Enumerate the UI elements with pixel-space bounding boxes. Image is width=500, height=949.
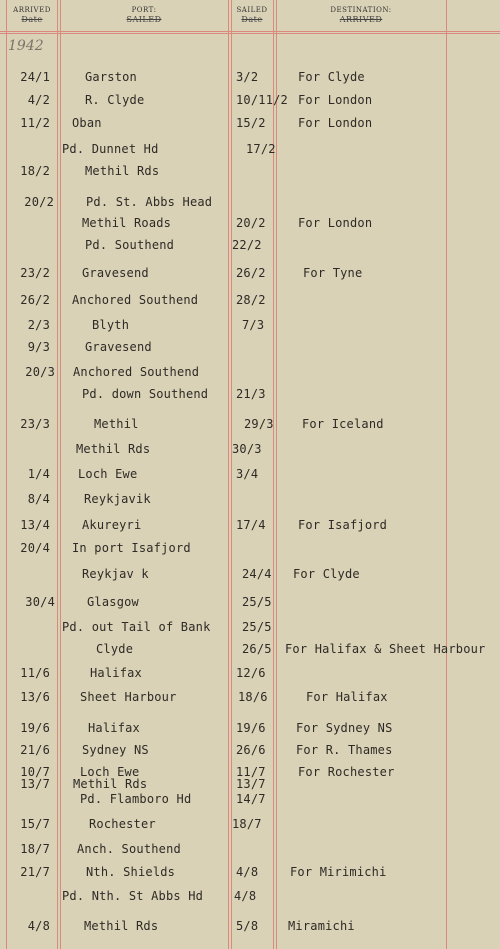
arrived-date: 23/2	[20, 266, 50, 280]
port-name: In port Isafjord	[72, 541, 191, 555]
arrived-date: 15/7	[20, 817, 50, 831]
port-name: Pd. Dunnet Hd	[62, 142, 159, 156]
port-name: Loch Ewe	[78, 467, 138, 481]
sailed-date: 28/2	[236, 293, 266, 307]
destination: For London	[298, 93, 373, 107]
sailed-date: 10/11/2	[236, 93, 288, 107]
sailed-date: 5/8	[236, 919, 259, 933]
port-name: Halifax	[88, 721, 140, 735]
sailed-date: 18/7	[232, 817, 262, 831]
sailed-date: 26/5	[242, 642, 272, 656]
arrived-date: 24/1	[20, 70, 50, 84]
destination: For London	[298, 116, 373, 130]
sailed-date: 7/3	[242, 318, 265, 332]
port-name: Methil Rds	[85, 164, 160, 178]
destination: For London	[298, 216, 373, 230]
header-sailed-label: SAILED	[236, 6, 268, 14]
arrived-date: 20/3	[25, 365, 55, 379]
port-name: Pd. Nth. St Abbs Hd	[62, 889, 204, 903]
arrived-date: 23/3	[20, 417, 50, 431]
header-destination-label: DESTINATION:	[330, 6, 392, 14]
sailed-date: 15/2	[236, 116, 266, 130]
port-name: Methil Rds	[76, 442, 151, 456]
destination: For Isafjord	[298, 518, 388, 532]
header-rule	[0, 31, 500, 32]
sailed-date: 13/7	[236, 777, 266, 791]
port-name: Akureyri	[82, 518, 142, 532]
port-name: Reykjavik	[84, 492, 151, 506]
port-name: Gravesend	[85, 340, 152, 354]
header-arrived-label: ARRIVED	[13, 6, 51, 14]
arrived-date: 4/8	[27, 919, 50, 933]
sailed-date: 12/6	[236, 666, 266, 680]
arrived-date: 11/2	[20, 116, 50, 130]
column-divider	[60, 0, 61, 949]
header-sailed-sub: Date	[241, 15, 263, 24]
port-name: Pd. Flamboro Hd	[80, 792, 192, 806]
sailed-date: 26/6	[236, 743, 266, 757]
port-name: Loch Ewe	[80, 765, 140, 779]
sailed-date: 29/3	[244, 417, 274, 431]
destination: For Clyde	[293, 567, 360, 581]
arrived-date: 18/2	[20, 164, 50, 178]
port-name: Methil	[94, 417, 139, 431]
sailed-date: 22/2	[232, 238, 262, 252]
header-port	[61, 6, 227, 24]
arrived-date: 19/6	[20, 721, 50, 735]
arrived-date: 4/2	[27, 93, 50, 107]
column-divider	[276, 0, 277, 949]
port-name: Pd. Southend	[85, 238, 175, 252]
destination: For R. Thames	[296, 743, 393, 757]
header-destination-sub: ARRIVED	[339, 15, 383, 24]
sailed-date: 17/4	[236, 518, 266, 532]
port-name: Anch. Southend	[77, 842, 181, 856]
port-name: Sheet Harbour	[80, 690, 177, 704]
sailed-date: 3/4	[236, 467, 259, 481]
destination: Miramichi	[288, 919, 355, 933]
sailed-date: 20/2	[236, 216, 266, 230]
arrived-date: 13/6	[20, 690, 50, 704]
header-rule	[0, 33, 500, 34]
arrived-date: 13/4	[20, 518, 50, 532]
destination: For Rochester	[298, 765, 395, 779]
port-name: Methil Rds	[84, 919, 159, 933]
port-name: R. Clyde	[85, 93, 145, 107]
sailed-date: 25/5	[242, 595, 272, 609]
arrived-date: 26/2	[20, 293, 50, 307]
sailed-date: 21/3	[236, 387, 266, 401]
sailed-date: 25/5	[242, 620, 272, 634]
port-name: Rochester	[89, 817, 156, 831]
destination: For Clyde	[298, 70, 365, 84]
port-name: Glasgow	[87, 595, 139, 609]
port-name: Halifax	[90, 666, 142, 680]
arrived-date: 30/4	[25, 595, 55, 609]
header-arrived-sub: Date	[21, 15, 43, 24]
column-divider	[57, 0, 58, 949]
header-destination	[277, 6, 445, 24]
sailed-date: 4/8	[234, 889, 257, 903]
header-sailed	[232, 6, 272, 24]
sailed-date: 3/2	[236, 70, 259, 84]
arrived-date: 9/3	[27, 340, 50, 354]
arrived-date: 2/3	[27, 318, 50, 332]
destination: For Halifax & Sheet Harbour	[285, 642, 486, 656]
arrived-date: 13/7	[20, 777, 50, 791]
sailed-date: 19/6	[236, 721, 266, 735]
arrived-date: 20/4	[20, 541, 50, 555]
sailed-date: 14/7	[236, 792, 266, 806]
port-name: Clyde	[96, 642, 134, 656]
arrived-date: 21/6	[20, 743, 50, 757]
port-name: Pd. out Tail of Bank	[62, 620, 211, 634]
header-port-sub: SAILED	[126, 15, 162, 24]
sailed-date: 30/3	[232, 442, 262, 456]
port-name: Methil Rds	[73, 777, 148, 791]
port-name: Anchored Southend	[72, 293, 199, 307]
port-name: Methil Roads	[82, 216, 172, 230]
arrived-date: 18/7	[20, 842, 50, 856]
arrived-date: 21/7	[20, 865, 50, 879]
destination: For Mirimichi	[290, 865, 387, 879]
column-divider	[228, 0, 229, 949]
port-name: Pd. down Southend	[82, 387, 209, 401]
port-name: Gravesend	[82, 266, 149, 280]
port-name: Anchored Southend	[73, 365, 200, 379]
column-divider	[231, 0, 232, 949]
port-name: Reykjav k	[82, 567, 149, 581]
header-arrived	[8, 6, 56, 24]
sailed-date: 24/4	[242, 567, 272, 581]
port-name: Oban	[72, 116, 102, 130]
arrived-date: 10/7	[20, 765, 50, 779]
arrived-date: 20/2	[24, 195, 54, 209]
destination: For Sydney NS	[296, 721, 393, 735]
port-name: Sydney NS	[82, 743, 149, 757]
arrived-date: 8/4	[27, 492, 50, 506]
header-port-label: PORT:	[131, 6, 157, 14]
arrived-date: 11/6	[20, 666, 50, 680]
sailed-date: 18/6	[238, 690, 268, 704]
destination: For Iceland	[302, 417, 384, 431]
column-divider	[446, 0, 447, 949]
port-name: Pd. St. Abbs Head	[86, 195, 213, 209]
port-name: Blyth	[92, 318, 130, 332]
destination: For Halifax	[306, 690, 388, 704]
year-note: 1942	[8, 38, 44, 54]
port-name: Garston	[85, 70, 137, 84]
sailed-date: 4/8	[236, 865, 259, 879]
destination: For Tyne	[303, 266, 363, 280]
arrived-date: 1/4	[27, 467, 50, 481]
sailed-date: 17/2	[246, 142, 276, 156]
port-name: Nth. Shields	[86, 865, 176, 879]
margin-line	[6, 0, 7, 949]
sailed-date: 26/2	[236, 266, 266, 280]
sailed-date: 11/7	[236, 765, 266, 779]
